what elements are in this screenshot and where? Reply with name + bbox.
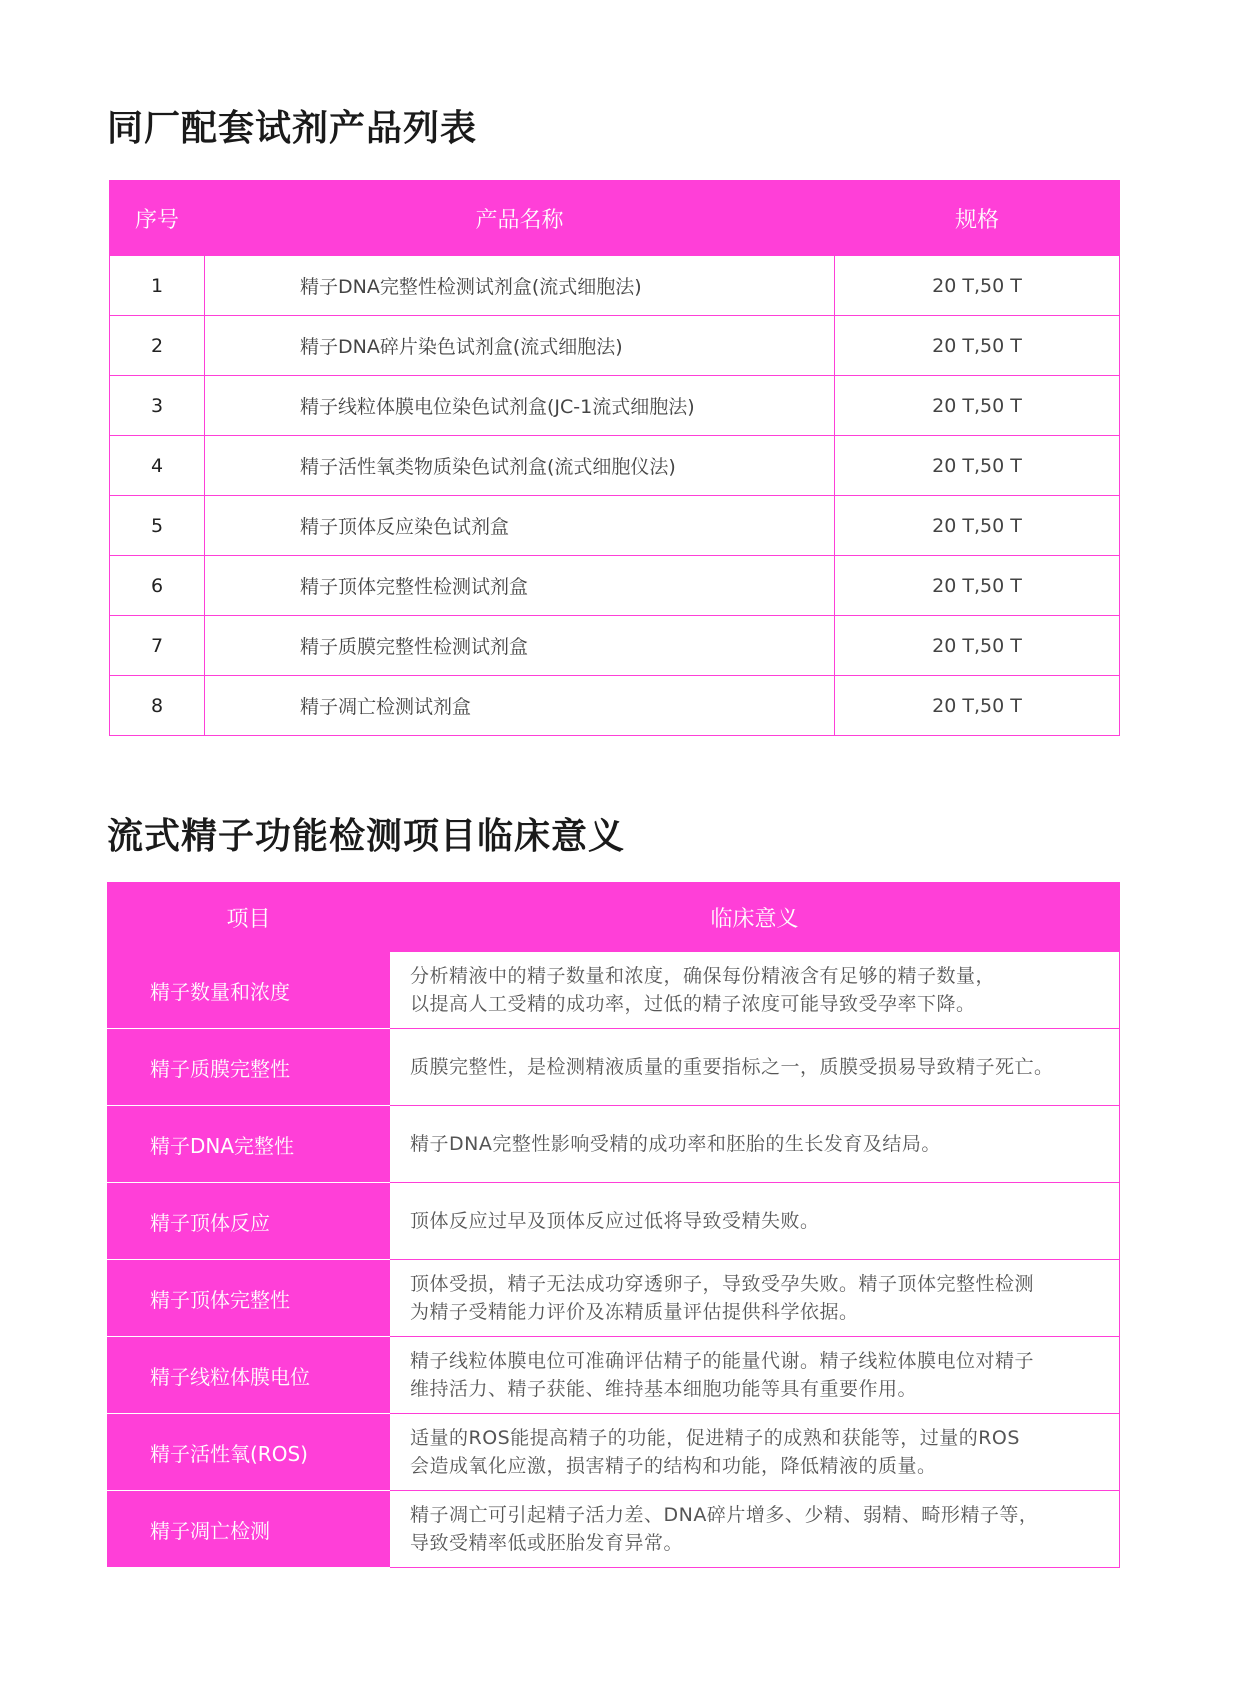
- meaning-line: 质膜完整性，是检测精液质量的重要指标之一，质膜受损易导致精子死亡。: [410, 1056, 1054, 1078]
- table-row: [110, 256, 1120, 316]
- header-item: 项目: [108, 883, 390, 952]
- table-row: [108, 1337, 1120, 1414]
- table-row: [108, 1029, 1120, 1106]
- header-spec: 规格: [835, 181, 1120, 256]
- clinical-meaning: [390, 1183, 1120, 1260]
- clinical-item: 精子顶体反应: [108, 1183, 390, 1260]
- product-name: 精子顶体反应染色试剂盒: [205, 496, 835, 556]
- clinical-meaning: [390, 1491, 1120, 1568]
- product-name: 精子凋亡检测试剂盒: [205, 676, 835, 736]
- product-seq: 7: [110, 616, 205, 676]
- product-name: 精子DNA碎片染色试剂盒(流式细胞法): [205, 316, 835, 376]
- product-name: 精子DNA完整性检测试剂盒(流式细胞法): [205, 256, 835, 316]
- table-row: [110, 376, 1120, 436]
- product-seq: 3: [110, 376, 205, 436]
- product-seq: 8: [110, 676, 205, 736]
- table-row: [108, 952, 1120, 1029]
- meaning-line: 为精子受精能力评价及冻精质量评估提供科学依据。: [410, 1301, 859, 1323]
- product-seq: 2: [110, 316, 205, 376]
- meaning-line: 顶体反应过早及顶体反应过低将导致受精失败。: [410, 1210, 820, 1232]
- table-row: [110, 616, 1120, 676]
- meaning-line: 精子凋亡可引起精子活力差、DNA碎片增多、少精、弱精、畸形精子等，: [410, 1504, 1039, 1526]
- clinical-meaning: [390, 1029, 1120, 1106]
- products-section-title: 同厂配套试剂产品列表: [107, 108, 478, 149]
- clinical-meaning: [390, 1106, 1120, 1183]
- clinical-item: 精子凋亡检测: [108, 1491, 390, 1568]
- product-spec: 20 T,50 T: [835, 556, 1120, 616]
- product-seq: 1: [110, 256, 205, 316]
- product-spec: 20 T,50 T: [835, 676, 1120, 736]
- table-row: [108, 1260, 1120, 1337]
- clinical-table: [107, 882, 1120, 1568]
- clinical-item: 精子活性氧(ROS): [108, 1414, 390, 1491]
- clinical-meaning: [390, 1260, 1120, 1337]
- products-header-row: [110, 181, 1120, 256]
- product-name: 精子线粒体膜电位染色试剂盒(JC-1流式细胞法): [205, 376, 835, 436]
- meaning-line: 精子DNA完整性影响受精的成功率和胚胎的生长发育及结局。: [410, 1133, 941, 1155]
- table-row: [110, 316, 1120, 376]
- clinical-section-title: 流式精子功能检测项目临床意义: [107, 816, 626, 857]
- product-spec: 20 T,50 T: [835, 316, 1120, 376]
- meaning-line: 以提高人工受精的成功率，过低的精子浓度可能导致受孕率下降。: [410, 993, 976, 1015]
- clinical-item: 精子数量和浓度: [108, 952, 390, 1029]
- meaning-line: 维持活力、精子获能、维持基本细胞功能等具有重要作用。: [410, 1378, 918, 1400]
- product-spec: 20 T,50 T: [835, 436, 1120, 496]
- clinical-item: 精子DNA完整性: [108, 1106, 390, 1183]
- meaning-line: 顶体受损，精子无法成功穿透卵子，导致受孕失败。精子顶体完整性检测: [410, 1273, 1035, 1295]
- product-name: 精子顶体完整性检测试剂盒: [205, 556, 835, 616]
- table-row: [110, 676, 1120, 736]
- product-seq: 6: [110, 556, 205, 616]
- clinical-item: 精子顶体完整性: [108, 1260, 390, 1337]
- product-seq: 4: [110, 436, 205, 496]
- clinical-item: 精子质膜完整性: [108, 1029, 390, 1106]
- table-row: [110, 496, 1120, 556]
- product-spec: 20 T,50 T: [835, 376, 1120, 436]
- products-table: [109, 180, 1120, 736]
- product-spec: 20 T,50 T: [835, 496, 1120, 556]
- product-name: 精子活性氧类物质染色试剂盒(流式细胞仪法): [205, 436, 835, 496]
- table-row: [110, 436, 1120, 496]
- meaning-line: 导致受精率低或胚胎发育异常。: [410, 1532, 684, 1554]
- product-name: 精子质膜完整性检测试剂盒: [205, 616, 835, 676]
- table-row: [110, 556, 1120, 616]
- clinical-item: 精子线粒体膜电位: [108, 1337, 390, 1414]
- header-product-name: 产品名称: [205, 181, 835, 256]
- product-seq: 5: [110, 496, 205, 556]
- meaning-line: 精子线粒体膜电位可准确评估精子的能量代谢。精子线粒体膜电位对精子: [410, 1350, 1035, 1372]
- table-row: [108, 1491, 1120, 1568]
- table-row: [108, 1106, 1120, 1183]
- clinical-header-row: [108, 883, 1120, 952]
- product-spec: 20 T,50 T: [835, 616, 1120, 676]
- meaning-line: 适量的ROS能提高精子的功能，促进精子的成熟和获能等，过量的ROS: [410, 1427, 1020, 1449]
- clinical-meaning: [390, 1337, 1120, 1414]
- clinical-meaning: [390, 1414, 1120, 1491]
- header-meaning: 临床意义: [390, 883, 1120, 952]
- product-spec: 20 T,50 T: [835, 256, 1120, 316]
- header-seq: 序号: [110, 181, 205, 256]
- clinical-meaning: [390, 952, 1120, 1029]
- table-row: [108, 1183, 1120, 1260]
- table-row: [108, 1414, 1120, 1491]
- meaning-line: 分析精液中的精子数量和浓度，确保每份精液含有足够的精子数量，: [410, 965, 996, 987]
- meaning-line: 会造成氧化应激，损害精子的结构和功能，降低精液的质量。: [410, 1455, 937, 1477]
